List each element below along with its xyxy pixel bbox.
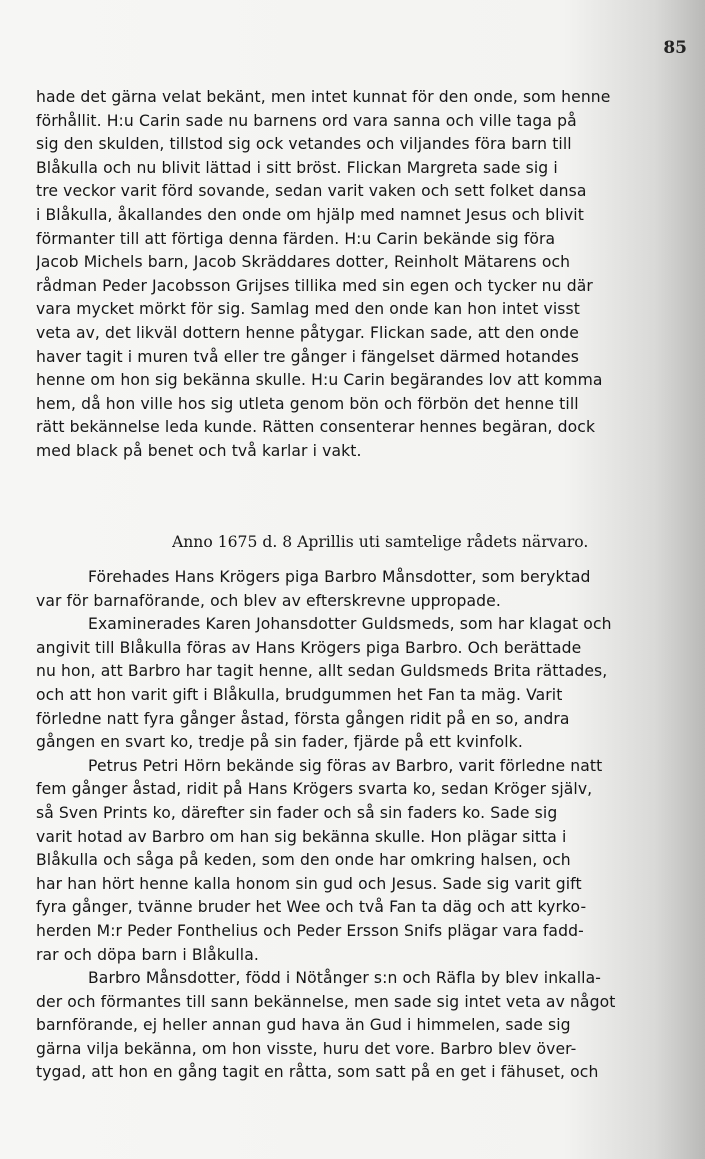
text-line: Blåkulla och nu blivit lättad i sitt bröst. Flickan Margreta sade sig i xyxy=(36,158,558,177)
text-line: fyra gånger, tvänne bruder het Wee och två Fan ta däg och att kyrko- xyxy=(36,898,587,917)
paragraph-1 xyxy=(36,86,698,464)
text-line: rar och döpa barn i Blåkulla. xyxy=(36,945,259,964)
text-line: nu hon, att Barbro har tagit henne, allt sedan Guldsmeds Brita rättades, xyxy=(36,662,608,681)
text-line: Examinerades Karen Johansdotter Guldsmeds, som har klagat och xyxy=(88,615,612,634)
text-line: sig den skulden, tillstod sig ock vetandes och viljandes föra barn till xyxy=(36,135,572,154)
text-line: veta av, det likväl dottern henne påtygar. Flickan sade, att den onde xyxy=(36,323,579,342)
text-line: tygad, att hon en gång tagit en råtta, som satt på en get i fähuset, och xyxy=(36,1063,599,1082)
text-line: så Sven Prints ko, därefter sin fader och så sin faders ko. Sade sig xyxy=(36,803,558,822)
text-line: tre veckor varit förd sovande, sedan varit vaken och sett folket dansa xyxy=(36,182,587,201)
text-line: herden M:r Peder Fonthelius och Peder Ersson Snifs plägar vara fadd- xyxy=(36,921,584,940)
text-line: barnförande, ej heller annan gud hava än Gud i himmelen, sade sig xyxy=(36,1016,571,1035)
text-line: hem, då hon ville hos sig utleta genom bön och förbön det henne till xyxy=(36,394,579,413)
text-line: förledne natt fyra gånger åstad, första gången ridit på en so, andra xyxy=(36,709,570,728)
section-heading: Anno 1675 d. 8 Aprillis uti samtelige rådets närvaro. xyxy=(172,533,589,551)
text-line: med black på benet och två karlar i vakt. xyxy=(36,441,362,460)
text-line: förmanter till att förtiga denna färden. H:u Carin bekände sig föra xyxy=(36,229,556,248)
text-line: rätt bekännelse leda kunde. Rätten consenterar hennes begäran, dock xyxy=(36,418,596,437)
text-line: Barbro Månsdotter, född i Nötånger s:n och Räfla by blev inkalla- xyxy=(88,969,601,988)
paragraph-2 xyxy=(36,566,698,1085)
text-line: der och förmantes till sann bekännelse, men sade sig intet veta av något xyxy=(36,992,616,1011)
text-line: Blåkulla och såga på keden, som den onde har omkring halsen, och xyxy=(36,851,571,870)
text-line: gången en svart ko, tredje på sin fader, fjärde på ett kvinfolk. xyxy=(36,733,523,752)
text-line: och att hon varit gift i Blåkulla, brudgummen het Fan ta mäg. Varit xyxy=(36,685,563,704)
text-line: varit hotad av Barbro om han sig bekänna skulle. Hon plägar sitta i xyxy=(36,827,567,846)
text-line: henne om hon sig bekänna skulle. H:u Carin begärandes lov att komma xyxy=(36,371,603,390)
text-line: Jacob Michels barn, Jacob Skräddares dotter, Reinholt Mätarens och xyxy=(36,253,571,272)
text-line: har han hört henne kalla honom sin gud och Jesus. Sade sig varit gift xyxy=(36,874,582,893)
text-line: fem gånger åstad, ridit på Hans Krögers svarta ko, sedan Kröger själv, xyxy=(36,780,593,799)
page-number: 85 xyxy=(663,38,687,58)
text-line: angivit till Blåkulla föras av Hans Krögers piga Barbro. Och berättade xyxy=(36,638,582,657)
text-line: vara mycket mörkt för sig. Samlag med den onde kan hon intet visst xyxy=(36,300,580,319)
text-line: hade det gärna velat bekänt, men intet kunnat för den onde, som henne xyxy=(36,88,611,106)
text-line: Förehades Hans Krögers piga Barbro Månsdotter, som beryktad xyxy=(88,568,591,586)
text-line: rådman Peder Jacobsson Grijses tillika med sin egen och tycker nu där xyxy=(36,276,593,295)
text-line: i Blåkulla, åkallandes den onde om hjälp med namnet Jesus och blivit xyxy=(36,205,584,224)
text-line: förhållit. H:u Carin sade nu barnens ord vara sanna och ville taga på xyxy=(36,111,577,130)
text-line: gärna vilja bekänna, om hon visste, huru det vore. Barbro blev över- xyxy=(36,1039,577,1058)
text-line: var för barnaförande, och blev av efterskrevne uppropade. xyxy=(36,591,501,610)
text-line: haver tagit i muren två eller tre gånger i fängelset därmed hotandes xyxy=(36,347,579,366)
text-line: Petrus Petri Hörn bekände sig föras av Barbro, varit förledne natt xyxy=(88,756,603,775)
